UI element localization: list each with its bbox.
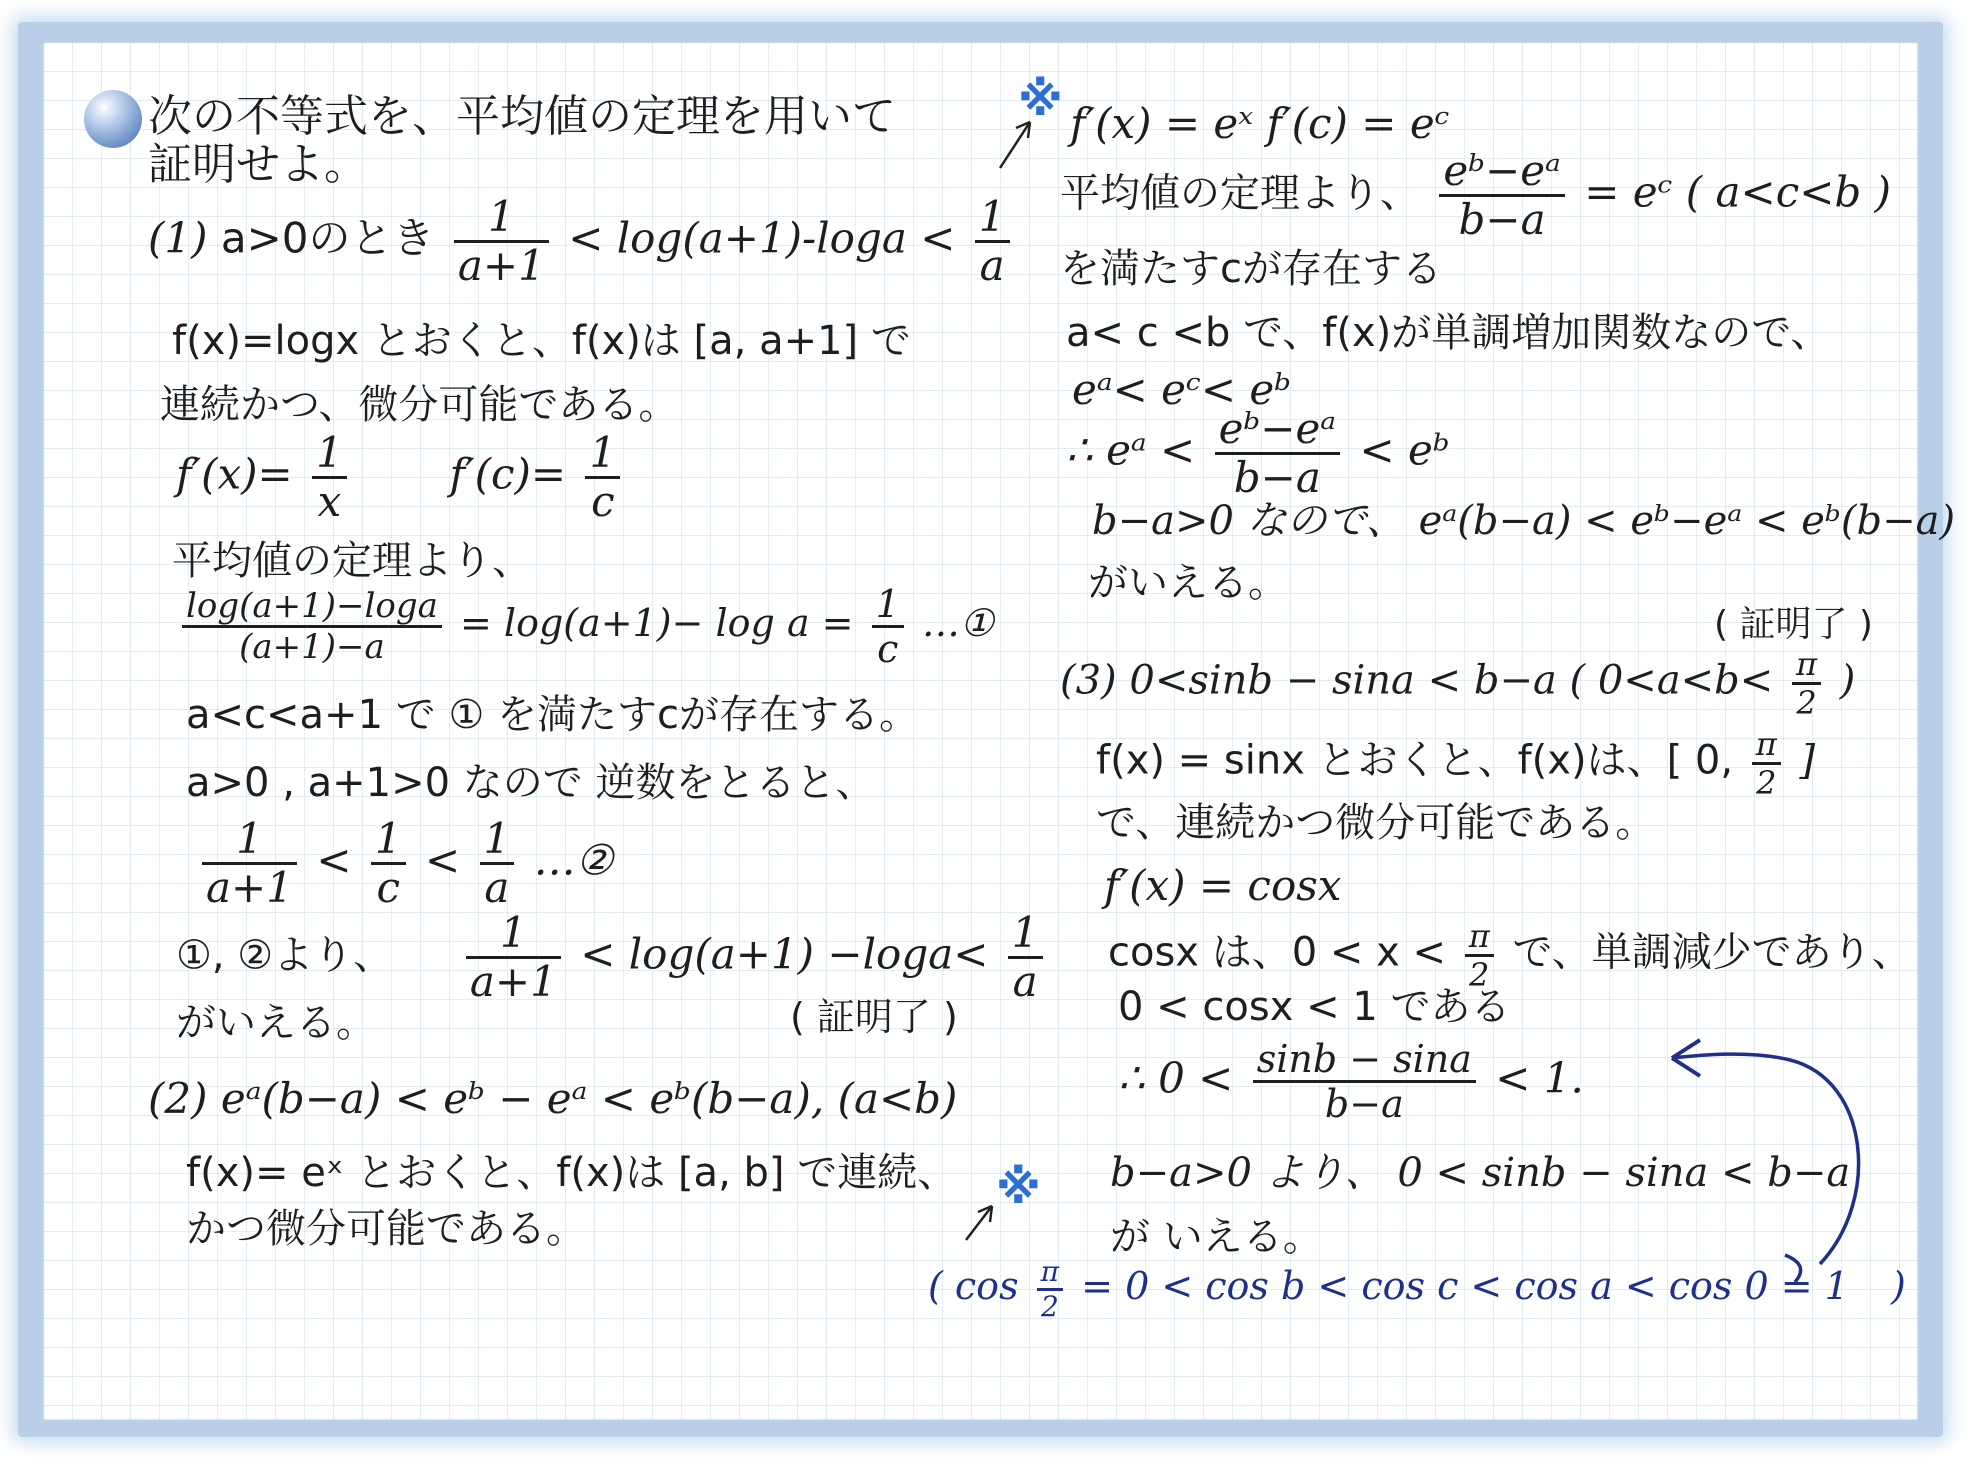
fraction-numerator: π [1465,920,1494,957]
fraction-numerator: 1 [480,818,515,865]
mvt-rest: = log(a+1)− log a = [460,601,854,645]
part1-continuity: 連続かつ、微分可能である。 [160,382,679,428]
fraction-numerator: eᵇ−eᵃ [1215,408,1340,455]
part2-positive: b−a>0 なので、 eᵃ(b−a) < eᵇ−eᵃ < eᵇ(b−a) [1092,498,1956,544]
blue-arrow-tail [1785,1255,1801,1282]
fraction-denominator: c [877,627,899,671]
fraction-denominator: 2 [1040,1290,1059,1323]
part3-continuity: で、連続かつ微分可能である。 [1096,800,1656,846]
part1-holds: がいえる。 [176,1000,376,1046]
fraction-numerator: 1 [872,585,904,628]
fraction-numerator: π [1792,648,1821,685]
part1-setup: f(x)=logx とおくと、f(x)は [a, a+1] で [172,318,911,364]
fraction-numerator: 1 [975,196,1010,243]
note-marker-icon-2: ※ [996,1160,1041,1214]
problem-intro-line2: 証明せよ。 [148,139,368,190]
fraction-numerator: π [1037,1258,1063,1291]
part3-statement-main: (3) 0<sinb − sina < b−a ( 0<a<b< [1060,657,1774,704]
part3-holds: が いえる。 [1110,1214,1323,1260]
problem-intro-line1: 次の不等式を、平均値の定理を用いて [148,91,896,142]
fraction-numerator: 1 [202,818,297,865]
fraction-denominator: a [979,241,1005,290]
fraction-denominator: c [376,863,400,912]
part1-positive: a>0 , a+1>0 なので 逆数をとると、 [186,760,876,806]
final-middle: < log(a+1) −loga< [580,929,989,979]
fraction-denominator: b−a [1324,1082,1404,1126]
fraction-numerator: 1 [585,432,620,479]
therefore-prefix: ∴ eᵃ < [1066,425,1196,475]
note-marker-icon: ※ [1018,72,1063,126]
fraction-denominator: a [484,863,510,912]
fraction-denominator: a [1012,957,1038,1006]
fraction-numerator: 1 [1008,912,1043,959]
part2-statement: (2) eᵃ(b−a) < eᵇ − eᵃ < eᵇ(b−a), (a<b) [148,1074,958,1123]
part3-positive: b−a>0 より、 0 < sinb − sina < b−a [1110,1150,1851,1196]
part1-exists: a<c<a+1 で ① を満たすcが存在する。 [186,692,920,738]
fraction-denominator: 2 [1469,956,1490,994]
part2-exists: を満たすcが存在する [1060,246,1442,292]
blue-curved-arrow [1672,1054,1859,1264]
part2-holds: がいえる。 [1088,560,1288,606]
fraction-denominator: 2 [1756,764,1777,802]
fraction-numerator: π [1752,728,1781,765]
note-chain: = 0 < cos b < cos c < cos a < cos 0 = 1 [1081,1264,1849,1308]
derivative-left: f′(x)= [176,449,293,499]
part1-mvt-heading: 平均値の定理より、 [172,538,532,584]
note-arrow-top [1000,122,1030,168]
fraction-numerator: sinb − sina [1253,1040,1476,1083]
therefore-suffix: < 1. [1495,1053,1584,1103]
fraction-denominator: 2 [1796,684,1817,722]
part3-statement-close: ) [1839,657,1856,704]
part2-continuity: かつ微分可能である。 [186,1206,586,1252]
part3-derivative: f′(x) = cosx [1104,861,1342,910]
fraction-denominator: a+1 [469,957,557,1006]
part2-setup: f(x)= eˣ とおくと、f(x)は [a, b] で連続、 [186,1150,958,1196]
part2-exp-inequality: eᵃ< eᶜ< eᵇ [1072,365,1292,414]
therefore-suffix: < eᵇ [1359,425,1450,475]
mvt-result: = eᶜ ( a<c<b ) [1584,167,1892,217]
therefore-prefix: ∴ 0 < [1118,1053,1234,1103]
cos-text: cosx は、0 < x < [1108,929,1446,976]
fraction-denominator: b−a [1458,195,1546,244]
part1-label: (1) [148,213,208,263]
setup-text: f(x) = sinx とおくと、f(x)は、[ 0, [1096,737,1734,784]
part2-derivatives: f′(x) = eˣ f′(c) = eᶜ [1070,99,1450,148]
fraction-numerator: 1 [454,196,549,243]
fraction-denominator: x [317,477,342,526]
part2-qed: ( 証明了 ) [1714,604,1873,645]
setup-close: ] [1799,737,1816,784]
part1-middle: < log(a+1)-loga < [568,213,956,263]
fraction-numerator: eᵇ−eᵃ [1439,150,1564,197]
fraction-numerator: 1 [466,912,561,959]
fraction-denominator: a+1 [457,241,545,290]
cos-text-end: で、単調減少であり、 [1512,929,1912,976]
part3-note: ( cos $\frac{\pi}{2}$ = 0 < cos b < cos c < cos a < cos 0 = 1 ) [928,1255,1906,1323]
part2-monotone: a< c <b で、f(x)が単調増加関数なので、 [1066,310,1831,356]
equation-mark-1: …① [921,601,994,645]
part1-qed: ( 証明了 ) [790,995,958,1039]
equation-mark-2: …② [533,835,614,885]
fraction-numerator: 1 [371,818,406,865]
part1-condition: a>0のとき [220,213,435,263]
fraction-denominator: b−a [1233,453,1321,502]
derivative-right: f′(c)= [449,449,567,499]
mvt-heading: 平均値の定理より、 [1060,170,1420,217]
note-prefix: ( cos [928,1264,1019,1308]
fraction-numerator: log(a+1)−loga [182,589,442,628]
part3-cos-range: 0 < cosx < 1 である [1118,984,1511,1030]
fraction-denominator: a+1 [206,863,293,912]
fraction-denominator: (a+1)−a [239,627,385,667]
fraction-denominator: c [591,477,615,526]
from-1-2: ①, ②より、 [176,932,394,979]
fraction-numerator: 1 [312,432,347,479]
part1-ineq2: $\frac{1}{a+1}$ < $\frac{1}{c}$ < $\frac{1}{a}$ …② [196,818,613,909]
